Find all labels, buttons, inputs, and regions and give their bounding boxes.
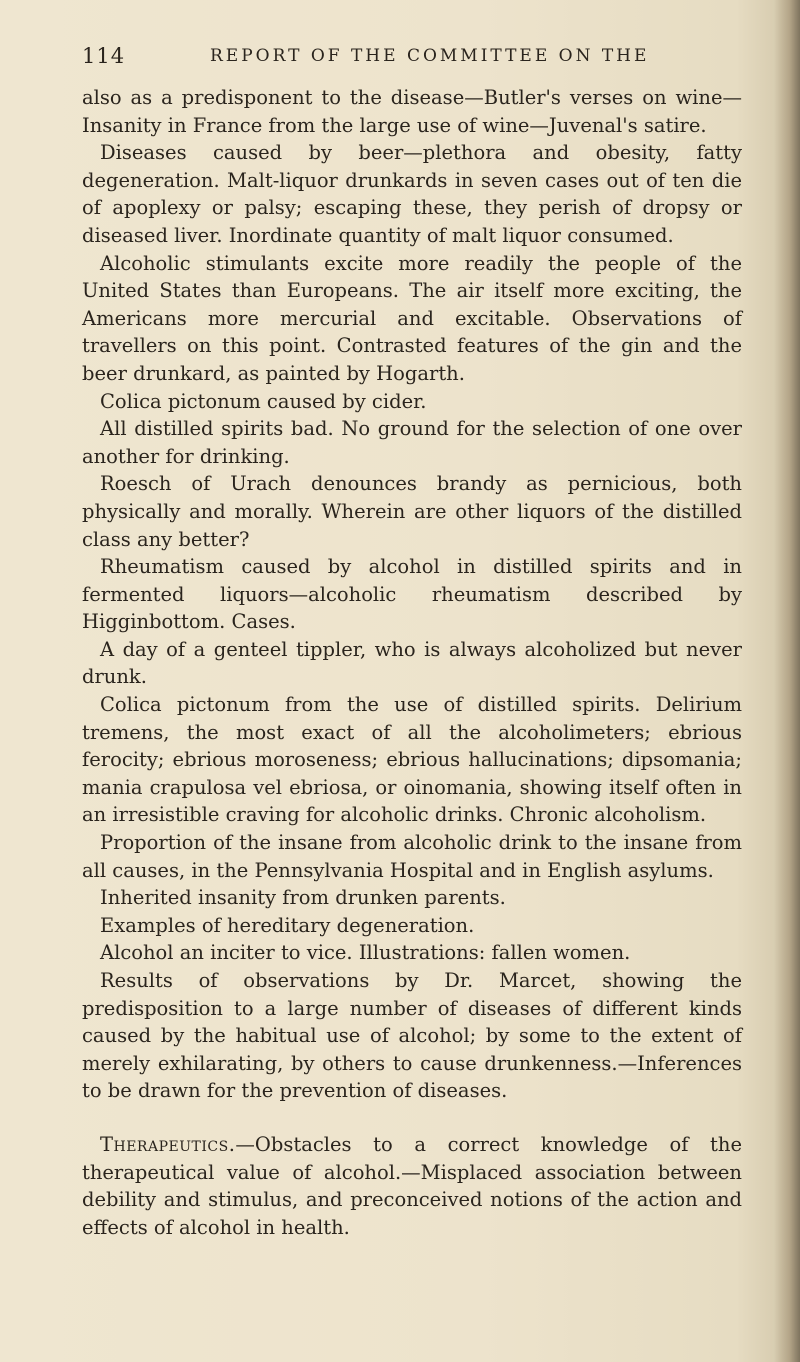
page-number: 114 [82,44,126,68]
page-header [82,44,742,74]
paragraph: Rheumatism caused by alcohol in distilled spirits and in fermented liquors—alcoholic rheumatism described by Higginbottom. Cases. [82,555,742,634]
body-text [82,84,742,1241]
paragraph: Results of observations by Dr. Marcet, showing the predisposition to a large number of diseases of different kinds caused by the habitual use of alcohol; by some to the extent of merely exhilarating, by others to cause drunkenness.—Inferences to be drawn for the prevention of diseases. [82,969,742,1103]
therapeutics-heading: Therapeutics. [100,1132,236,1156]
therapeutics-text: —Obstacles to a correct knowledge of the therapeutical value of alcohol.—Misplaced association between debility and stimulus, and preconceived notions of the action and effects of alcohol in health. [82,1132,742,1239]
running-head: REPORT OF THE COMMITTEE ON THE [210,46,650,66]
paragraph: Colica pictonum from the use of distilled spirits. Delirium tremens, the most exact of all the alcoholimeters; ebrious ferocity; ebrious moroseness; ebrious hallucinations; dipsomania; mania crapulosa vel ebriosa, or oinomania, showing itself often in an irresistible craving for alcoholic drinks. Chronic alcoholism. [82,693,742,827]
paragraph: A day of a genteel tippler, who is always alcoholized but never drunk. [82,637,742,689]
paragraph: also as a predisponent to the disease—Butler's verses on wine—Insanity in France from the large use of wine—Juvenal's satire. [82,86,742,137]
paragraph: Alcoholic stimulants excite more readily the people of the United States than Europeans. The air itself more exciting, the Americans more mercurial and excitable. Observations of travellers on this point. Contrasted features of the gin and the beer drunkard, as painted by Hogarth. [82,251,742,385]
paragraph: All distilled spirits bad. No ground for the selection of one over another for drinking. [82,417,742,468]
paragraph: Colica pictonum caused by cider. [100,389,427,413]
paragraph: Proportion of the insane from alcoholic drink to the insane from all causes, in the Pennsylvania Hospital and in English asylums. [82,831,742,882]
paragraph: Roesch of Urach denounces brandy as pernicious, both physically and morally. Wherein are other liquors of the distilled class any better? [82,472,742,551]
paragraph: Alcohol an inciter to vice. Illustrations: fallen women. [100,941,631,965]
paragraph: Diseases caused by beer—plethora and obesity, fatty degeneration. Malt-liquor drunkards in seven cases out of ten die of apoplexy or palsy; escaping these, they perish of dropsy or diseased liver. Inordinate quantity of malt liquor consumed. [82,141,742,247]
paragraph: Examples of hereditary degeneration. [100,913,475,937]
therapeutics-paragraph [82,1131,742,1241]
page-edge-shadow [774,0,800,1362]
paragraph: Inherited insanity from drunken parents. [100,886,506,910]
